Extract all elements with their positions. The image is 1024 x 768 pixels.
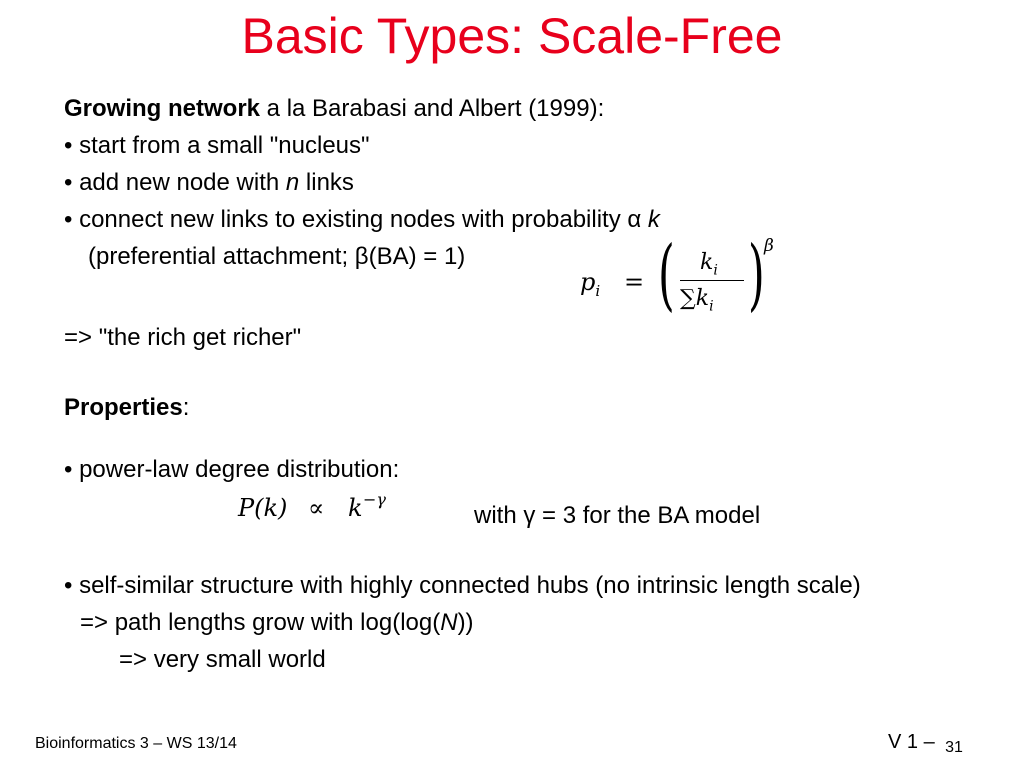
fraction-denominator: $\sum k_i$: [680, 286, 714, 315]
bullet-new-node: [64, 168, 354, 198]
path-var: N: [440, 609, 458, 636]
fraction-bar: [680, 280, 744, 281]
footer-slide-number: [888, 730, 963, 756]
small-world-line: => very small world: [119, 646, 326, 673]
path-pre: => path lengths grow with log(log(: [80, 609, 441, 636]
powerlaw-lhs: P(k): [238, 494, 288, 522]
pref-attach-note: (preferential attachment; β(BA) = 1): [88, 243, 466, 270]
left-paren: (: [658, 230, 675, 320]
bullet-nucleus: • start from a small "nucleus": [64, 132, 370, 159]
slide-title: Basic Types: Scale-Free: [241, 8, 783, 64]
bullet-selfsim: • self-similar structure with highly connected hubs (no intrinsic length scale): [64, 572, 861, 599]
bullet-connect-text: • connect new links to existing nodes with probability α: [64, 206, 648, 233]
bullet-connect-var: k: [647, 206, 660, 233]
footer-page: 31: [945, 739, 963, 756]
powerlaw-exp: −γ: [363, 490, 386, 509]
formula-powerlaw: [232, 490, 412, 530]
footer-lecture: V 1 –: [888, 731, 935, 753]
properties-heading: [64, 393, 189, 423]
path-post: )): [457, 609, 474, 636]
powerlaw-rhs: k: [348, 494, 363, 522]
right-paren: ): [748, 230, 765, 320]
powerlaw-prop: ∝: [308, 494, 325, 522]
fraction-numerator: $k_i$: [700, 250, 718, 279]
properties-bold: Properties: [64, 394, 183, 421]
intro-line: [64, 94, 604, 124]
formula-lhs: $p_i$: [580, 268, 601, 300]
bullet-powerlaw: • power-law degree distribution:: [64, 456, 400, 483]
bullet-new-node-post: links: [299, 169, 354, 196]
rich-line: => "the rich get richer": [64, 324, 302, 351]
properties-colon: :: [182, 394, 190, 421]
intro-bold: Growing network: [64, 95, 261, 122]
bullet-new-node-var: n: [285, 169, 300, 196]
bullet-new-node-pre: • add new node with: [64, 169, 286, 196]
intro-rest: a la Barabasi and Albert (1999):: [260, 95, 605, 122]
formula-pref-attach: [560, 228, 790, 328]
path-lengths-line: [80, 608, 474, 638]
footer-course: Bioinformatics 3 – WS 13/14: [35, 735, 237, 752]
formula-equals: =: [624, 268, 645, 296]
formula-exponent: β: [764, 236, 774, 256]
gamma-note: with γ = 3 for the BA model: [474, 502, 761, 529]
